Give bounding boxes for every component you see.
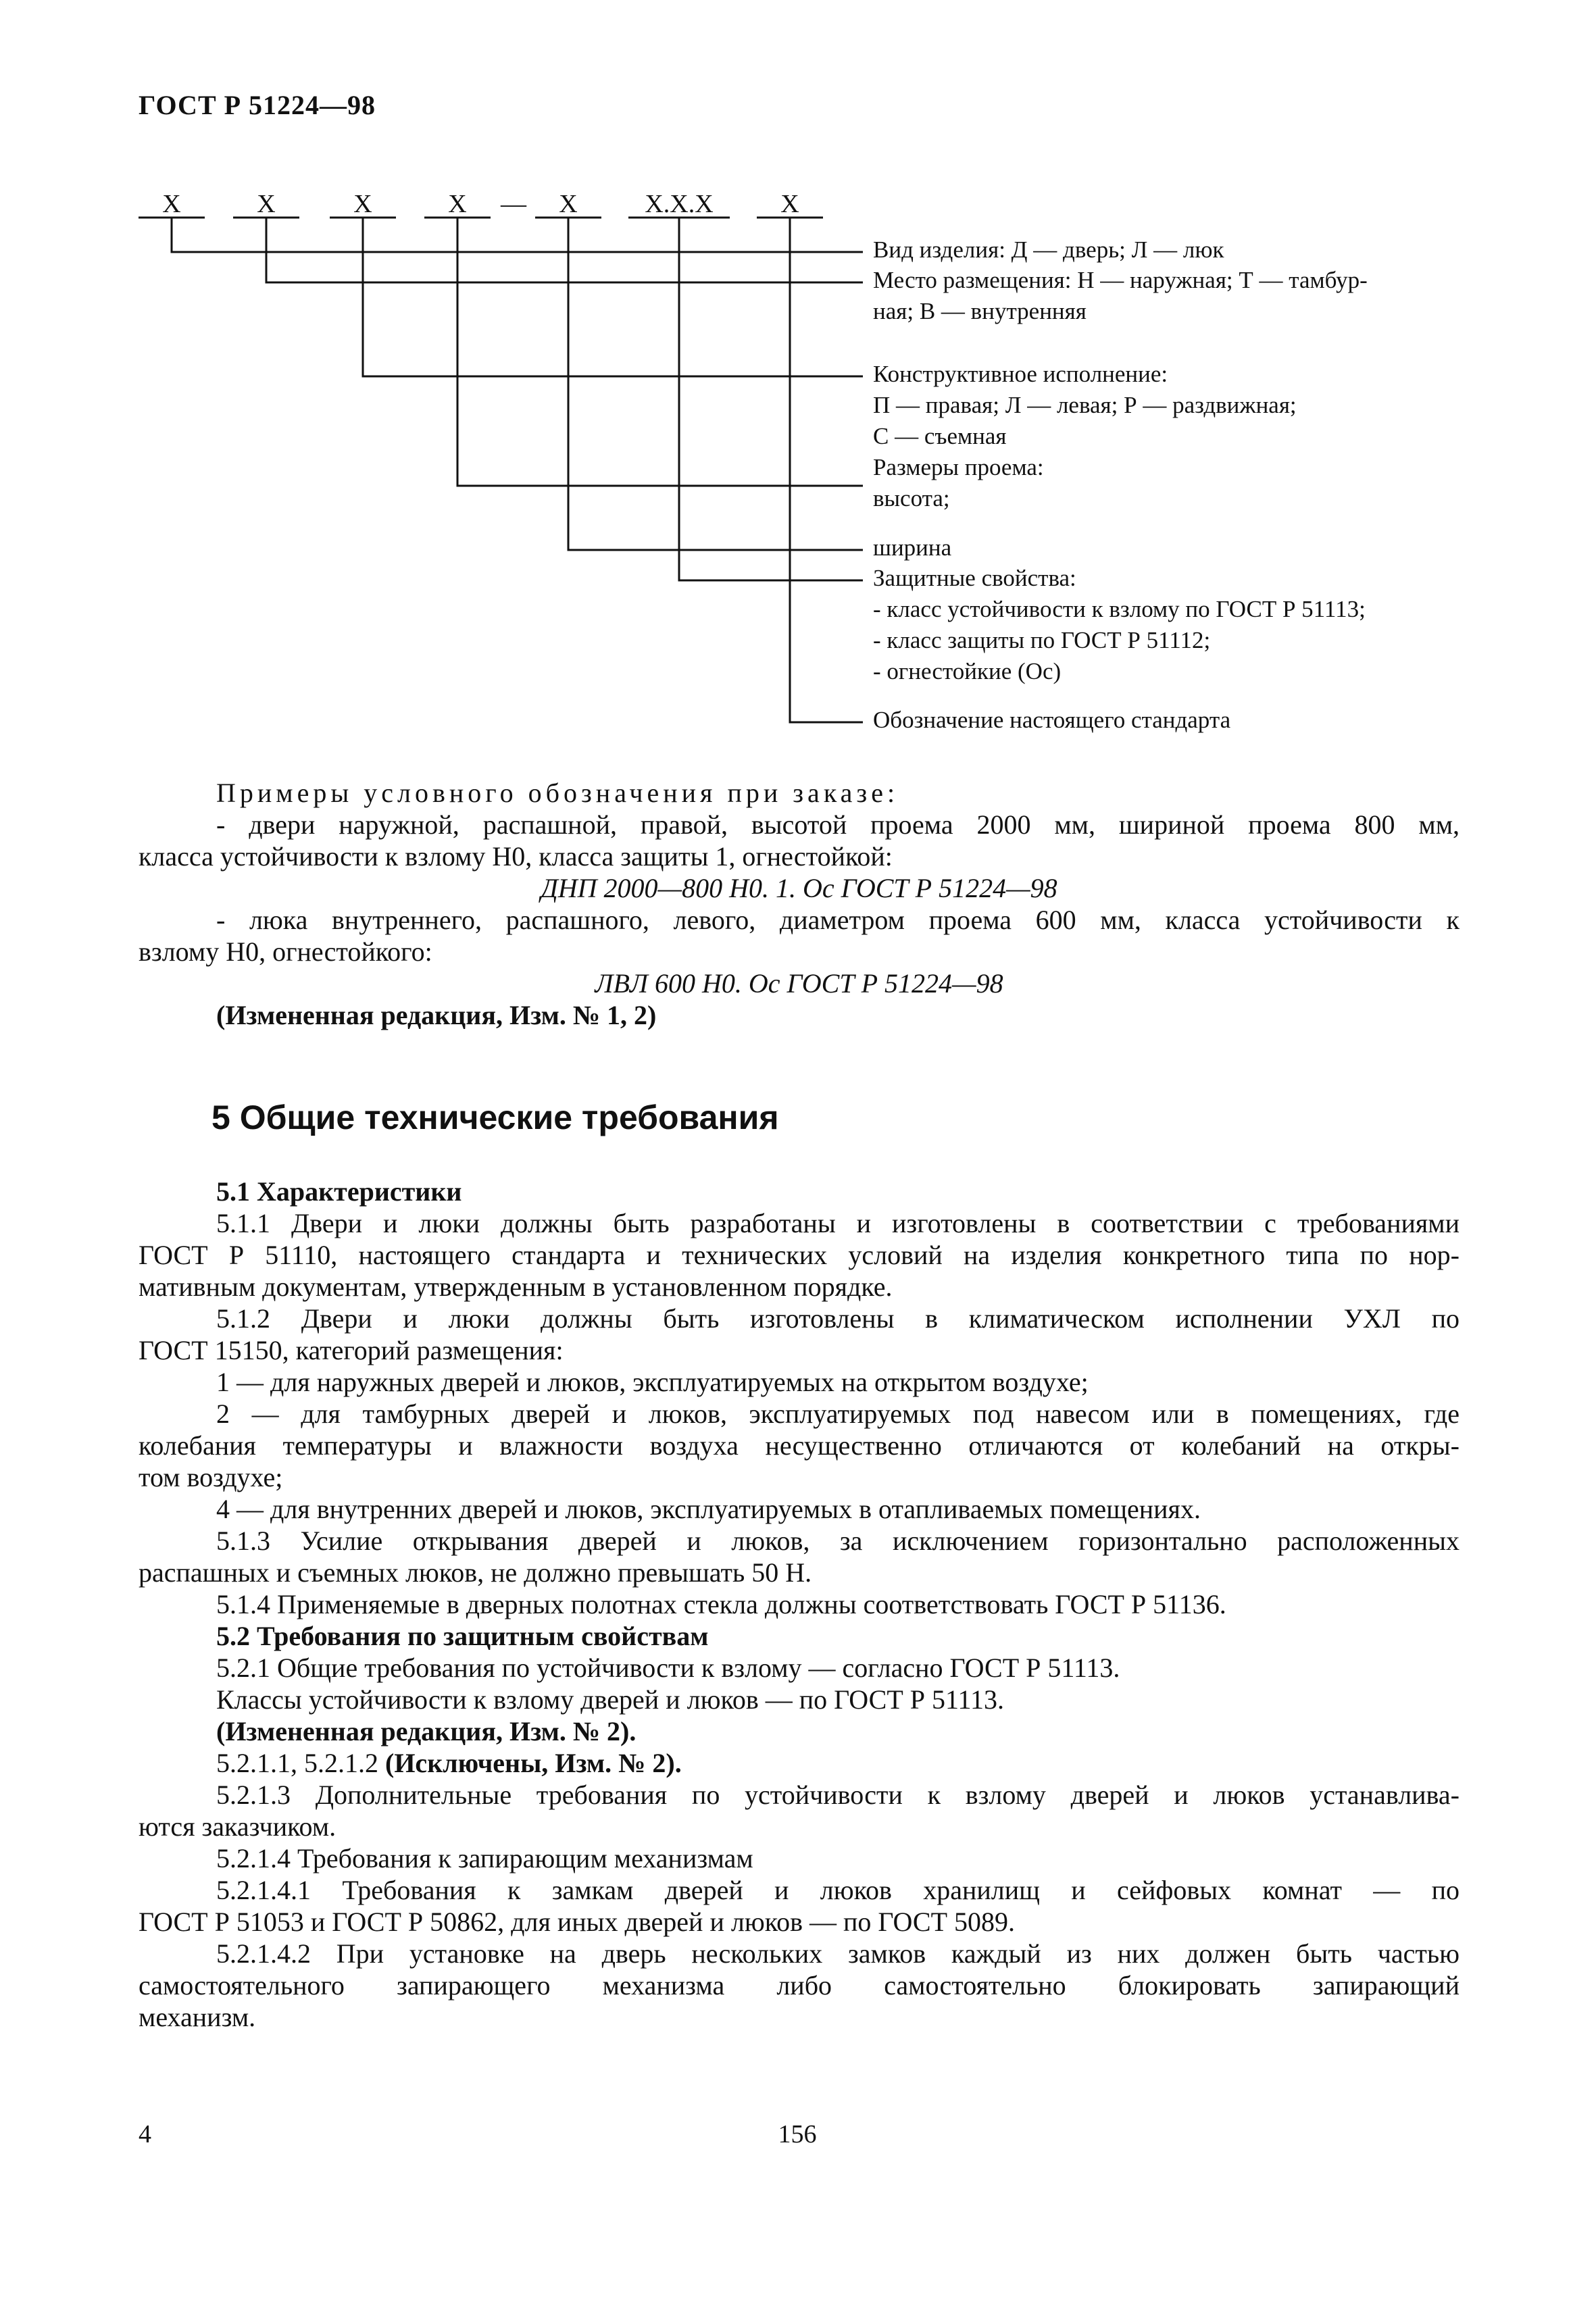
p52142-line-3: механизм.: [139, 2002, 256, 2032]
scheme-position-1: Х: [162, 190, 181, 218]
p5211-number: 5.2.1.1, 5.2.1.2: [216, 1748, 385, 1778]
p512-line-1: 5.1.2 Двери и люки должны быть изготовлены в климатическом исполнении УХЛ по: [216, 1303, 1460, 1334]
scheme-label-design: Конструктивное исполнение: П — правая; Л — левая; Р — раздвижная; С — съемная Размеры проема: высота;: [873, 361, 1297, 511]
subsection-5-1-title: 5.1 Характеристики: [216, 1176, 462, 1207]
subsection-5-2-title: 5.2 Требования по защитным свойствам: [216, 1621, 709, 1651]
scheme-position-7: Х: [780, 190, 799, 218]
section-5-title: 5 Общие технические требования: [211, 1099, 779, 1136]
example-1-line-2: класса устойчивости к взлому Н0, класса защиты 1, огнестойкой:: [139, 841, 893, 872]
page-number-total: 156: [778, 2120, 817, 2148]
p52142-line-2: самостоятельного запирающего механизма либо самостоятельно блокировать запирающий: [139, 1970, 1460, 2001]
p521-classes: Классы устойчивости к взлому дверей и люков — по ГОСТ Р 51113.: [216, 1684, 1005, 1715]
category-1: 1 — для наружных дверей и люков, эксплуатируемых на открытом воздухе;: [216, 1367, 1089, 1397]
p511-line-1: 5.1.1 Двери и люки должны быть разработаны и изготовлены в соответствии с требованиями: [216, 1208, 1460, 1238]
p5213-line-1: 5.2.1.3 Дополнительные требования по устойчивости к взлому дверей и люков устанавлива-: [216, 1780, 1460, 1810]
scheme-label-width: ширина: [873, 534, 952, 561]
example-2-line-1: - люка внутреннего, распашного, левого, диаметром проема 600 мм, класса устойчивости к: [216, 905, 1460, 935]
revision-note: (Измененная редакция, Изм. № 1, 2): [216, 1000, 657, 1030]
p513-line-1: 5.1.3 Усилие открывания дверей и люков, за исключением горизонтально расположенных: [216, 1526, 1460, 1556]
examples-block: [139, 777, 1460, 1031]
scheme-position-5: Х: [559, 190, 578, 218]
page-number-local: 4: [139, 2120, 151, 2148]
document-code: ГОСТ Р 51224—98: [139, 90, 376, 120]
p5213-line-2: ются заказчиком.: [139, 1811, 336, 1842]
scheme-dash: —: [501, 190, 526, 218]
example-2-line-2: взлому Н0, огнестойкого:: [139, 936, 432, 967]
scheme-position-4: Х: [448, 190, 467, 218]
p521: 5.2.1 Общие требования по устойчивости к взлому — согласно ГОСТ Р 51113.: [216, 1653, 1120, 1683]
example-1-code: ДНП 2000—800 Н0. 1. Ос ГОСТ Р 51224—98: [541, 873, 1057, 903]
category-2-line-1: 2 — для тамбурных дверей и люков, эксплуатируемых под навесом или в помещениях, где: [216, 1399, 1460, 1429]
scheme-position-6: Х.Х.Х: [645, 190, 714, 218]
p5214: 5.2.1.4 Требования к запирающим механизмам: [216, 1843, 753, 1873]
category-2-line-2: колебания температуры и влажности воздуха несущественно отличаются от колебаний на откры-: [139, 1430, 1460, 1461]
p513-line-2: распашных и съемных люков, не должно превышать 50 Н.: [139, 1557, 812, 1588]
scheme-label-product-type: Вид изделия: Д — дверь; Л — люк: [873, 236, 1224, 263]
scheme-position-3: Х: [353, 190, 372, 218]
category-4: 4 — для внутренних дверей и люков, эксплуатируемых в отапливаемых помещениях.: [216, 1494, 1201, 1524]
example-1-line-1: - двери наружной, распашной, правой, высотой проема 2000 мм, шириной проема 800 мм,: [216, 809, 1460, 840]
p521-revision: (Измененная редакция, Изм. № 2).: [216, 1716, 637, 1746]
examples-heading: Примеры условного обозначения при заказе:: [216, 778, 899, 808]
category-2-line-3: том воздухе;: [139, 1462, 283, 1492]
example-2-code: ЛВЛ 600 Н0. Ос ГОСТ Р 51224—98: [595, 968, 1003, 999]
p52142-line-1: 5.2.1.4.2 При установке на дверь нескольких замков каждый из них должен быть частью: [216, 1938, 1460, 1969]
p52141-line-2: ГОСТ Р 51053 и ГОСТ Р 50862, для иных дверей и люков — по ГОСТ 5089.: [139, 1907, 1016, 1937]
scheme-label-standard: Обозначение настоящего стандарта: [873, 707, 1231, 733]
section-5-body: [139, 1176, 1460, 2033]
scheme-label-protection: Защитные свойства: - класс устойчивости к взлому по ГОСТ Р 51113; - класс защиты по ГОСТ Р 51112; - огнестойкие (Ос): [873, 565, 1366, 684]
p514: 5.1.4 Применяемые в дверных полотнах стекла должны соответствовать ГОСТ Р 51136.: [216, 1589, 1226, 1619]
scheme-position-2: Х: [257, 190, 276, 218]
scheme-label-placement: Место размещения: Н — наружная; Т — тамбур- ная; В — внутренняя: [873, 267, 1368, 324]
p5211-excluded-note: (Исключены, Изм. № 2).: [385, 1748, 682, 1778]
p511-line-2: ГОСТ Р 51110, настоящего стандарта и технических условий на изделия конкретного типа по нор-: [139, 1240, 1460, 1270]
p511-line-3: мативным документам, утвержденным в установленном порядке.: [139, 1272, 893, 1302]
p512-line-2: ГОСТ 15150, категорий размещения:: [139, 1335, 564, 1365]
p5211-excluded: [139, 1747, 1460, 1779]
p52141-line-1: 5.2.1.4.1 Требования к замкам дверей и люков хранилищ и сейфовых комнат — по: [216, 1875, 1460, 1905]
